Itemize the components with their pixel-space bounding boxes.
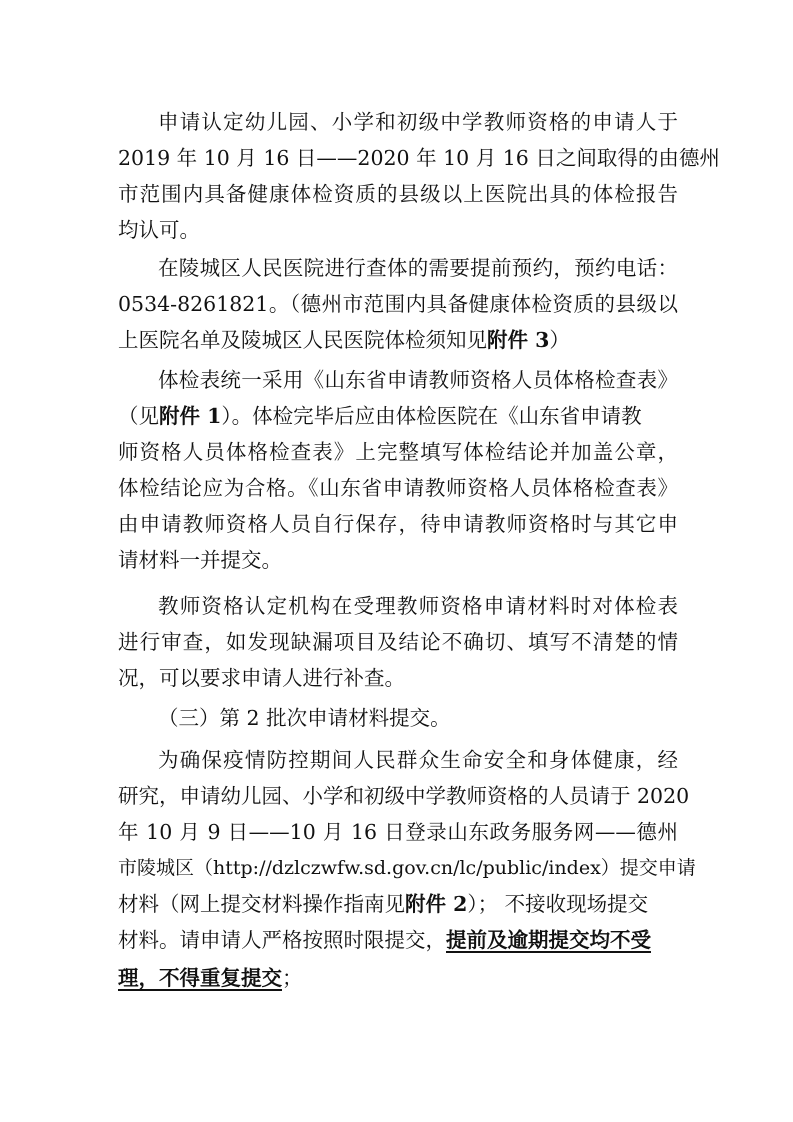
p2-line-3-text: 上医院名单及陵城区人民医院体检须知见 (118, 328, 487, 352)
p5-line-6-text: 材料。请申请人严格按照时限提交， (118, 928, 446, 952)
p2-line-1: 在陵城区人民医院进行查体的需要提前预约，预约电话： (158, 256, 678, 280)
p2-line-3-close: ） (549, 328, 570, 352)
p4-line-1: 教师资格认定机构在受理教师资格申请材料时对体检表 (158, 594, 678, 618)
p5-line-6 (118, 922, 678, 958)
p3-line-2-text: ）。体检完毕后应由体检医院在《山东省申请教 (221, 404, 642, 428)
p3-line-1: 体检表统一采用《山东省申请教师资格人员体格检查表》 (158, 368, 678, 392)
p5-line-7-tail: ； (282, 966, 303, 990)
p3-line-2 (118, 398, 678, 434)
p1-line-1: 申请认定幼儿园、小学和初级中学教师资格的申请人于 (158, 110, 678, 134)
p5-line-5-text: 材料（网上提交材料操作指南见 (118, 892, 405, 916)
p5-line-1: 为确保疫情防控期间人民群众生命安全和身体健康，经 (158, 748, 678, 772)
attachment-2-ref: 附件 2 (405, 892, 468, 916)
p2-line-3 (118, 322, 678, 358)
p1-line-2: 2019 年 10 月 16 日——2020 年 10 月 16 日之间取得的由德州 (118, 146, 720, 170)
p5-line-3: 年 10 月 9 日——10 月 16 日登录山东政务服务网——德州 (118, 820, 678, 844)
p3-line-4: 体检结论应为合格。《山东省申请教师资格人员体格检查表》 (118, 476, 678, 500)
attachment-3-ref: 附件 3 (487, 328, 550, 352)
section-heading: （三）第 2 批次申请材料提交。 (158, 706, 451, 730)
p5-line-5 (118, 886, 678, 922)
p3-line-6: 请材料一并提交。 (118, 548, 282, 572)
p1-line-3: 市范围内具备健康体检资质的县级以上医院出具的体检报告 (118, 182, 678, 206)
p5-line-2: 研究，申请幼儿园、小学和初级中学教师资格的人员请于 2020 (118, 784, 690, 808)
emphasis-underlined-1: 提前及逾期提交均不受 (446, 928, 651, 952)
p4-line-2: 进行审查，如发现缺漏项目及结论不确切、填写不清楚的情 (118, 630, 678, 654)
p3-line-3: 师资格人员体格检查表》上完整填写体检结论并加盖公章， (118, 440, 678, 464)
emphasis-underlined-2: 理，不得重复提交 (118, 966, 282, 990)
attachment-1-ref: 附件 1 (159, 404, 222, 428)
p1-line-4: 均认可。 (118, 218, 200, 242)
p5-line-5-tail: ）； 不接收现场提交 (467, 892, 649, 916)
p2-line-2: 0534-8261821。（德州市范围内具备健康体检资质的县级以 (118, 292, 678, 316)
p5-line-4: 市陵城区（http://dzlczwfw.sd.gov.cn/lc/public/index）提交申请 (118, 857, 696, 879)
p3-line-2-open: （见 (118, 404, 159, 428)
p5-line-7 (118, 960, 678, 996)
p3-line-5: 由申请教师资格人员自行保存，待申请教师资格时与其它申 (118, 512, 678, 536)
p4-line-3: 况，可以要求申请人进行补查。 (118, 666, 405, 690)
